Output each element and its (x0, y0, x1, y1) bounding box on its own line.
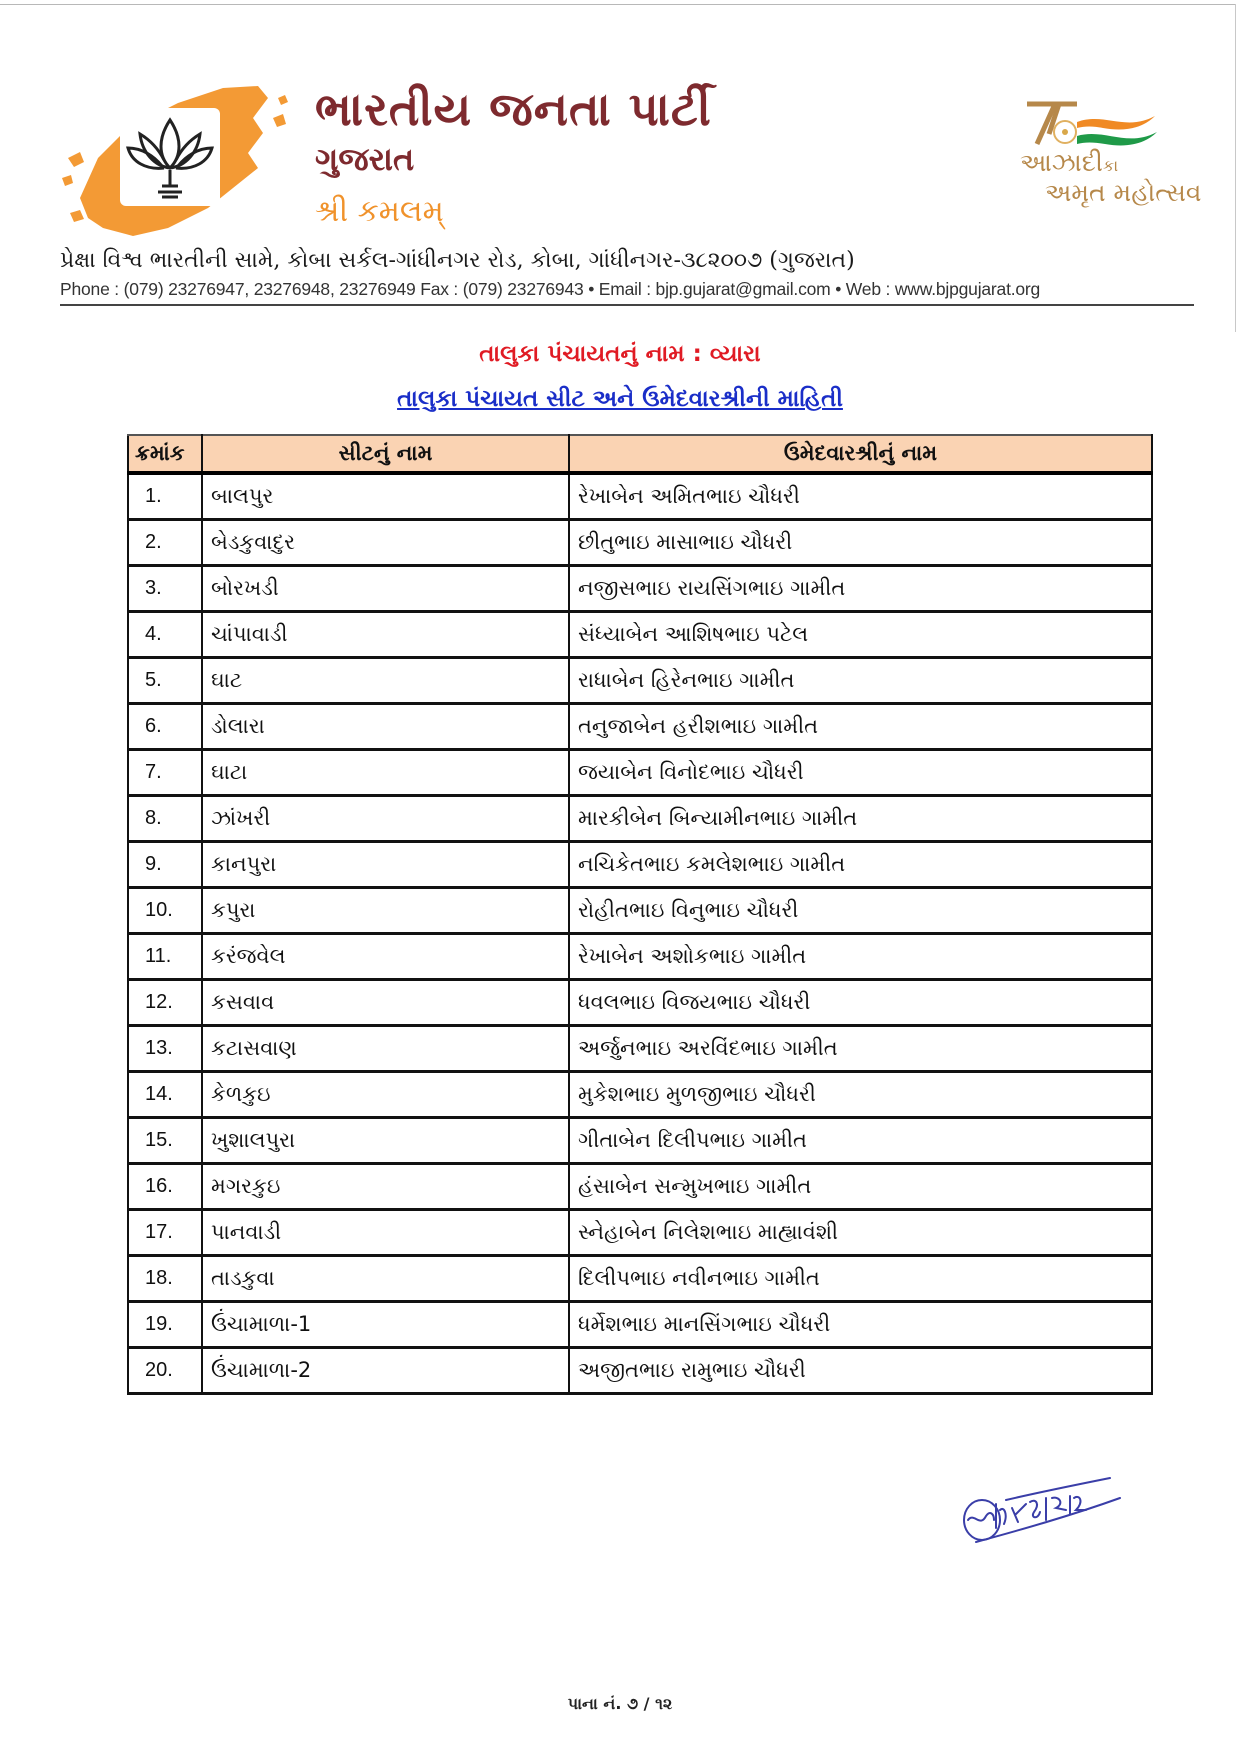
page-number: પાના નં. ૭ / ૧૨ (567, 1694, 673, 1713)
candidate-name-cell: સ્નેહાબેન નિલેશભાઇ માહ્યાવંશી (569, 1210, 1152, 1256)
seat-name-cell: કપુરા (202, 888, 569, 934)
table-row (128, 1072, 1152, 1118)
contact-info: Phone : (079) 23276947, 23276948, 23276949 Fax : (079) 23276943 • Email : bjp.gujarat@gmail.com • Web : www.bjpgujarat.org (60, 279, 1041, 299)
serial-number-cell: 16. (128, 1164, 202, 1210)
column-header-candidate: ઉમેદવારશ્રીનું નામ (569, 435, 1152, 473)
table-row (128, 520, 1152, 566)
azadi-line1-small: કા (1102, 156, 1119, 175)
table-row (128, 658, 1152, 704)
candidate-name-cell: રોહીતભાઇ વિનુભાઇ ચૌધરી (569, 888, 1152, 934)
candidate-name-cell: જયાબેન વિનોદભાઇ ચૌધરી (569, 750, 1152, 796)
table-row (128, 980, 1152, 1026)
candidate-name-cell: નચિકેતભાઇ કમલેશભાઇ ગામીત (569, 842, 1152, 888)
table-row (128, 888, 1152, 934)
candidate-name-cell: અર્જુનભાઇ અરવિંદભાઇ ગામીત (569, 1026, 1152, 1072)
seat-name-cell: ઘાટા (202, 750, 569, 796)
serial-number-cell: 11. (128, 934, 202, 980)
section-title: તાલુકા પંચાયત સીટ અને ઉમેદવારશ્રીની માહિતી (397, 386, 843, 412)
serial-number-cell: 3. (128, 566, 202, 612)
seat-name-cell: કાનપુરા (202, 842, 569, 888)
candidate-name-cell: હંસાબેન સન્મુખભાઇ ગામીત (569, 1164, 1152, 1210)
seat-name-cell: પાનવાડી (202, 1210, 569, 1256)
page-right-border (1235, 4, 1236, 332)
serial-number-cell: 15. (128, 1118, 202, 1164)
serial-number-cell: 12. (128, 980, 202, 1026)
table-row (128, 473, 1152, 520)
candidate-name-cell: રેખાબેન અમિતભાઇ ચૌધરી (569, 473, 1152, 520)
serial-number-cell: 6. (128, 704, 202, 750)
table-row (128, 1256, 1152, 1302)
candidate-name-cell: મારકીબેન બિન્યામીનભાઇ ગામીત (569, 796, 1152, 842)
header-divider (60, 304, 1194, 306)
table-row (128, 842, 1152, 888)
signature-icon (960, 1468, 1130, 1548)
serial-number-cell: 4. (128, 612, 202, 658)
party-office: શ્રી કમલમ્ (315, 194, 444, 229)
seat-name-cell: ઘાટ (202, 658, 569, 704)
table-row (128, 1302, 1152, 1348)
azadi-line1 (1020, 148, 1118, 178)
seat-name-cell: બેડકુવાદુર (202, 520, 569, 566)
serial-number-cell: 14. (128, 1072, 202, 1118)
serial-number-cell: 19. (128, 1302, 202, 1348)
table-row (128, 704, 1152, 750)
table-row (128, 1026, 1152, 1072)
table-row (128, 566, 1152, 612)
seat-name-cell: ઉંચામાળા-1 (202, 1302, 569, 1348)
candidate-name-cell: રેખાબેન અશોકભાઇ ગામીત (569, 934, 1152, 980)
table-row (128, 750, 1152, 796)
column-header-serial: ક્રમાંક (128, 435, 202, 473)
serial-number-cell: 7. (128, 750, 202, 796)
azadi-line1-text: આઝાદી (1020, 148, 1103, 177)
table-row (128, 1210, 1152, 1256)
table-header-row (128, 435, 1152, 473)
seat-name-cell: ડોલારા (202, 704, 569, 750)
table-row (128, 934, 1152, 980)
table-row (128, 796, 1152, 842)
serial-number-cell: 13. (128, 1026, 202, 1072)
candidate-name-cell: ધવલભાઇ વિજયભાઇ ચૌધરી (569, 980, 1152, 1026)
seat-name-cell: બાલપુર (202, 473, 569, 520)
candidate-name-cell: નજીસભાઇ રાયસિંગભાઇ ગામીત (569, 566, 1152, 612)
seat-name-cell: તાડકુવા (202, 1256, 569, 1302)
bjp-lotus-logo-icon (58, 78, 288, 238)
candidate-name-cell: છીતુભાઇ માસાભાઇ ચૌધરી (569, 520, 1152, 566)
table-row (128, 1164, 1152, 1210)
seat-name-cell: મગરકુઇ (202, 1164, 569, 1210)
serial-number-cell: 17. (128, 1210, 202, 1256)
serial-number-cell: 9. (128, 842, 202, 888)
azadi-line2: અમૃત મહોત્સવ (1045, 178, 1202, 207)
office-address: પ્રેક્ષા વિશ્વ ભારતીની સામે, કોબા સર્કલ-ગાંધીનગર રોડ, કોબા, ગાંધીનગર-૩૮૨૦૦૭ (ગુજરાત) (60, 248, 855, 273)
serial-number-cell: 8. (128, 796, 202, 842)
serial-number-cell: 5. (128, 658, 202, 704)
candidate-name-cell: ગીતાબેન દિલીપભાઇ ગામીત (569, 1118, 1152, 1164)
table-row (128, 1118, 1152, 1164)
party-state: ગુજરાત (315, 140, 415, 178)
party-name: ભારતીય જનતા પાર્ટી (315, 82, 712, 136)
candidate-name-cell: અજીતભાઇ રામુભાઇ ચૌધરી (569, 1348, 1152, 1394)
seat-name-cell: ઉંચામાળા-2 (202, 1348, 569, 1394)
serial-number-cell: 10. (128, 888, 202, 934)
seat-name-cell: કટાસવાણ (202, 1026, 569, 1072)
serial-number-cell: 1. (128, 473, 202, 520)
table-row (128, 1348, 1152, 1394)
candidate-name-cell: ધર્મેશભાઇ માનસિંગભાઇ ચૌધરી (569, 1302, 1152, 1348)
candidate-name-cell: તનુજાબેન હરીશભાઇ ગામીત (569, 704, 1152, 750)
taluka-panchayat-title: તાલુકા પંચાયતનું નામ : વ્યારા (479, 341, 761, 367)
seat-name-cell: કરંજવેલ (202, 934, 569, 980)
serial-number-cell: 18. (128, 1256, 202, 1302)
candidate-name-cell: મુકેશભાઇ મુળજીભાઇ ચૌધરી (569, 1072, 1152, 1118)
seat-name-cell: ઝાંખરી (202, 796, 569, 842)
seat-name-cell: કસવાવ (202, 980, 569, 1026)
serial-number-cell: 2. (128, 520, 202, 566)
candidate-name-cell: સંધ્યાબેન આશિષભાઇ પટેલ (569, 612, 1152, 658)
candidate-name-cell: દિલીપભાઇ નવીનભાઇ ગામીત (569, 1256, 1152, 1302)
candidate-name-cell: રાધાબેન હિરેનભાઇ ગામીત (569, 658, 1152, 704)
seat-name-cell: ખુશાલપુરા (202, 1118, 569, 1164)
seat-candidate-table (127, 434, 1153, 1395)
seat-name-cell: કેળકુઇ (202, 1072, 569, 1118)
serial-number-cell: 20. (128, 1348, 202, 1394)
table-row (128, 612, 1152, 658)
seat-name-cell: બોરખડી (202, 566, 569, 612)
page-top-border (0, 4, 1236, 5)
column-header-seat: સીટનું નામ (202, 435, 569, 473)
seat-name-cell: ચાંપાવાડી (202, 612, 569, 658)
